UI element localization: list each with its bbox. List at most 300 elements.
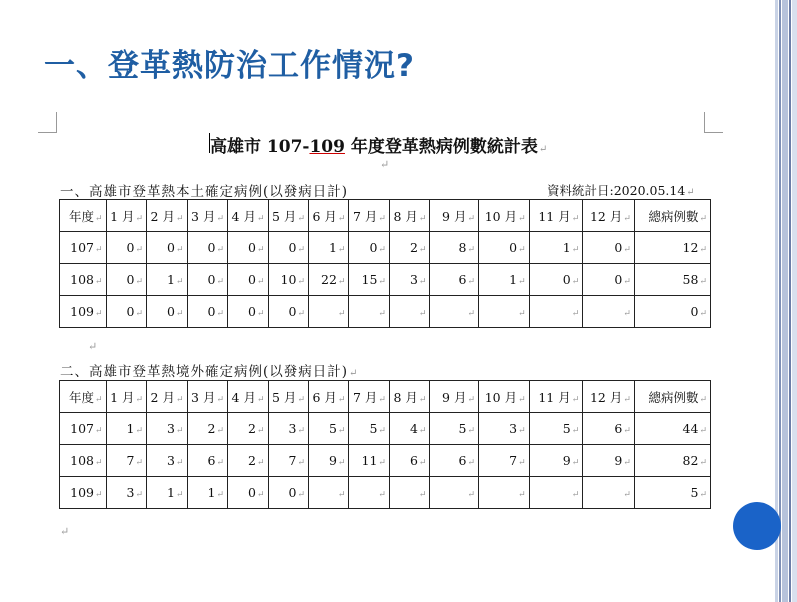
cell-end-mark: ↵ <box>699 394 707 405</box>
cell-end-mark: ↵ <box>95 458 103 468</box>
cell-end-mark: ↵ <box>256 277 265 287</box>
header-cell <box>529 200 583 232</box>
header-cell <box>106 200 146 232</box>
table-cell <box>147 232 187 264</box>
table-cell-value: 11 <box>361 453 378 468</box>
table-cell <box>268 477 308 509</box>
table-row <box>60 445 711 477</box>
table-cell <box>583 232 635 264</box>
header-cell-value: 3 月 <box>191 208 216 224</box>
paragraph-mark: ↵ <box>349 368 359 379</box>
cell-end-mark: ↵ <box>337 426 346 436</box>
cell-end-mark: ↵ <box>418 309 427 319</box>
table-cell-value: 2 <box>409 240 418 255</box>
cell-end-mark: ↵ <box>467 458 476 468</box>
table-cell-value: 0 <box>509 240 518 255</box>
cell-end-mark: ↵ <box>623 309 631 319</box>
table-cell-value: 3 <box>126 485 135 500</box>
table-cell <box>529 445 583 477</box>
table-cell-value: 0 <box>248 272 256 287</box>
header-cell <box>60 381 107 413</box>
table-cell <box>106 477 146 509</box>
cell-end-mark: ↵ <box>699 309 707 319</box>
cell-end-mark: ↵ <box>571 458 580 468</box>
paragraph-mark: ↵ <box>88 340 98 353</box>
table-cell <box>60 264 107 296</box>
table-cell <box>430 232 479 264</box>
title-part-2: 年度登革熱病例數統計表 <box>344 137 538 157</box>
header-cell-value: 3 月 <box>191 389 216 405</box>
table-cell-value: 3 <box>288 421 297 436</box>
table-cell-value: 109 <box>70 304 95 319</box>
table-cell <box>583 296 635 328</box>
table-cell-value: 0 <box>207 304 216 319</box>
table-cell <box>106 445 146 477</box>
table-cell <box>389 445 429 477</box>
table-cell <box>583 477 635 509</box>
cell-end-mark: ↵ <box>699 245 707 255</box>
table-cell <box>268 264 308 296</box>
table-cell <box>187 445 227 477</box>
header-cell <box>349 200 389 232</box>
header-cell <box>308 381 348 413</box>
imported-cases-table <box>59 380 711 509</box>
cell-end-mark: ↵ <box>337 245 346 255</box>
cell-end-mark: ↵ <box>297 394 305 405</box>
cell-end-mark: ↵ <box>623 213 631 224</box>
header-cell <box>389 200 429 232</box>
cell-end-mark: ↵ <box>418 490 427 500</box>
header-cell-value: 5 月 <box>272 389 297 405</box>
table-cell-value: 1 <box>207 485 216 500</box>
cell-end-mark: ↵ <box>216 213 225 224</box>
cell-end-mark: ↵ <box>699 458 707 468</box>
table-cell <box>634 264 710 296</box>
header-cell <box>583 200 635 232</box>
table-cell-value: 3 <box>167 453 175 468</box>
table-cell-value: 6 <box>207 453 216 468</box>
header-cell-value: 12 月 <box>589 208 623 224</box>
table-cell-value: 5 <box>690 485 699 500</box>
cell-end-mark: ↵ <box>699 490 707 500</box>
header-cell <box>479 381 530 413</box>
table-cell <box>634 445 710 477</box>
table-cell <box>349 413 389 445</box>
table-cell-value: 9 <box>328 453 337 468</box>
cell-end-mark: ↵ <box>95 426 103 436</box>
table-cell <box>389 413 429 445</box>
table-cell <box>634 296 710 328</box>
header-cell <box>268 200 308 232</box>
header-cell <box>228 200 268 232</box>
cell-end-mark: ↵ <box>337 394 346 405</box>
table-cell-value: 22 <box>321 272 337 287</box>
header-cell <box>308 200 348 232</box>
table-cell <box>147 296 187 328</box>
cell-end-mark: ↵ <box>95 490 103 500</box>
header-cell-value: 7 月 <box>352 389 378 405</box>
cell-end-mark: ↵ <box>337 309 346 319</box>
table-cell-value: 4 <box>409 421 418 436</box>
header-cell-value: 12 月 <box>589 389 623 405</box>
table-cell <box>479 232 530 264</box>
table-cell-value: 7 <box>288 453 297 468</box>
cell-end-mark: ↵ <box>135 490 144 500</box>
table-cell-value: 1 <box>328 240 337 255</box>
cell-end-mark: ↵ <box>571 309 580 319</box>
paragraph-mark: ↵ <box>60 525 70 538</box>
table-cell <box>228 477 268 509</box>
cell-end-mark: ↵ <box>571 277 580 287</box>
table-cell <box>583 264 635 296</box>
cell-end-mark: ↵ <box>699 426 707 436</box>
cell-end-mark: ↵ <box>175 490 184 500</box>
header-cell <box>430 381 479 413</box>
cell-end-mark: ↵ <box>699 213 707 224</box>
slide-title: 一、登革熱防治工作情況? <box>44 48 415 84</box>
table-cell <box>308 232 348 264</box>
table-cell-value: 9 <box>614 453 623 468</box>
header-cell-value: 年度 <box>69 389 95 405</box>
table-cell <box>479 413 530 445</box>
cell-end-mark: ↵ <box>623 245 631 255</box>
table-row <box>60 232 711 264</box>
table-cell-value: 0 <box>690 304 699 319</box>
cell-end-mark: ↵ <box>175 245 184 255</box>
header-cell <box>479 200 530 232</box>
cell-end-mark: ↵ <box>95 394 103 405</box>
cell-end-mark: ↵ <box>135 245 144 255</box>
cell-end-mark: ↵ <box>135 277 144 287</box>
cell-end-mark: ↵ <box>216 426 225 436</box>
table-cell-value: 6 <box>409 453 418 468</box>
table-cell-value: 109 <box>70 485 95 500</box>
table-row <box>60 296 711 328</box>
cell-end-mark: ↵ <box>297 277 305 287</box>
header-cell <box>389 381 429 413</box>
table-cell-value: 108 <box>70 453 95 468</box>
table-cell-value: 3 <box>409 272 418 287</box>
table-cell-value: 0 <box>288 304 297 319</box>
cell-end-mark: ↵ <box>571 426 580 436</box>
cell-end-mark: ↵ <box>175 277 184 287</box>
table-cell <box>349 477 389 509</box>
table-cell-value: 0 <box>126 304 135 319</box>
table-cell-value: 1 <box>562 240 571 255</box>
table-cell-value: 0 <box>288 485 297 500</box>
table-cell-value: 12 <box>682 240 699 255</box>
table-header-row <box>60 381 711 413</box>
table-cell <box>187 232 227 264</box>
cell-end-mark: ↵ <box>571 394 580 405</box>
header-cell-value: 11 月 <box>538 208 571 224</box>
header-cell-value: 10 月 <box>484 389 518 405</box>
cell-end-mark: ↵ <box>518 309 526 319</box>
cell-end-mark: ↵ <box>297 458 305 468</box>
table-cell <box>349 264 389 296</box>
table-cell <box>583 445 635 477</box>
cell-end-mark: ↵ <box>297 245 305 255</box>
header-cell <box>349 381 389 413</box>
header-cell-value: 4 月 <box>231 389 256 405</box>
header-cell-value: 2 月 <box>150 208 175 224</box>
table-cell <box>430 264 479 296</box>
cell-end-mark: ↵ <box>467 426 476 436</box>
header-cell-value: 2 月 <box>150 389 175 405</box>
table-cell <box>147 264 187 296</box>
cell-end-mark: ↵ <box>378 213 386 224</box>
cell-end-mark: ↵ <box>135 394 144 405</box>
cell-end-mark: ↵ <box>256 426 265 436</box>
table-cell-value: 44 <box>682 421 699 436</box>
cell-end-mark: ↵ <box>135 426 144 436</box>
table-cell-value: 0 <box>369 240 378 255</box>
cell-end-mark: ↵ <box>256 490 265 500</box>
table-cell-value: 6 <box>614 421 623 436</box>
header-cell-value: 4 月 <box>231 208 256 224</box>
table-cell-value: 15 <box>361 272 378 287</box>
table-cell <box>228 445 268 477</box>
cell-end-mark: ↵ <box>175 213 184 224</box>
cell-end-mark: ↵ <box>256 394 265 405</box>
cell-end-mark: ↵ <box>518 277 526 287</box>
table-cell-value: 1 <box>167 272 175 287</box>
cell-end-mark: ↵ <box>95 213 103 224</box>
table-cell-value: 0 <box>207 240 216 255</box>
table-cell-value: 2 <box>248 453 256 468</box>
table-cell-value: 82 <box>682 453 699 468</box>
header-cell <box>147 381 187 413</box>
cell-end-mark: ↵ <box>571 213 580 224</box>
cell-end-mark: ↵ <box>95 309 103 319</box>
cell-end-mark: ↵ <box>337 213 346 224</box>
crop-mark-right <box>704 112 723 133</box>
table-cell <box>529 477 583 509</box>
header-cell-value: 8 月 <box>393 208 418 224</box>
table-cell <box>60 413 107 445</box>
cell-end-mark: ↵ <box>378 309 386 319</box>
table-cell <box>268 445 308 477</box>
cell-end-mark: ↵ <box>337 277 346 287</box>
cell-end-mark: ↵ <box>297 213 305 224</box>
table-cell <box>430 413 479 445</box>
cell-end-mark: ↵ <box>297 490 305 500</box>
cell-end-mark: ↵ <box>135 309 144 319</box>
header-cell-value: 總病例數 <box>648 389 699 405</box>
table-cell <box>479 264 530 296</box>
section2-label <box>60 360 358 380</box>
table-cell <box>430 296 479 328</box>
table-cell <box>308 445 348 477</box>
table-cell <box>187 264 227 296</box>
table-cell-value: 2 <box>248 421 256 436</box>
table-cell <box>634 477 710 509</box>
cell-end-mark: ↵ <box>95 277 103 287</box>
table-cell-value: 0 <box>167 240 175 255</box>
cell-end-mark: ↵ <box>135 213 144 224</box>
header-cell-value: 10 月 <box>484 208 518 224</box>
table-cell <box>187 413 227 445</box>
cell-end-mark: ↵ <box>467 213 476 224</box>
table-cell-value: 3 <box>167 421 175 436</box>
cell-end-mark: ↵ <box>518 458 526 468</box>
table-cell <box>583 413 635 445</box>
header-cell-value: 6 月 <box>312 208 337 224</box>
table-cell-value: 0 <box>614 272 623 287</box>
table-cell-value: 5 <box>562 421 571 436</box>
cell-end-mark: ↵ <box>175 426 184 436</box>
cell-end-mark: ↵ <box>467 490 476 500</box>
table-cell <box>147 445 187 477</box>
table-cell <box>228 296 268 328</box>
cell-end-mark: ↵ <box>135 458 144 468</box>
table-cell-value: 108 <box>70 272 95 287</box>
table-cell <box>60 477 107 509</box>
table-cell <box>634 232 710 264</box>
header-cell-value: 5 月 <box>272 208 297 224</box>
stats-date-text: 資料統計日:2020.05.14 <box>547 183 686 198</box>
cell-end-mark: ↵ <box>175 394 184 405</box>
cell-end-mark: ↵ <box>418 458 427 468</box>
table-cell-value: 10 <box>280 272 297 287</box>
header-cell-value: 9 月 <box>442 208 467 224</box>
header-cell <box>106 381 146 413</box>
cell-end-mark: ↵ <box>571 490 580 500</box>
table-cell <box>389 296 429 328</box>
table-cell-value: 9 <box>562 453 571 468</box>
table-cell <box>529 296 583 328</box>
header-cell <box>634 200 710 232</box>
table-cell <box>268 296 308 328</box>
cell-end-mark: ↵ <box>175 309 184 319</box>
table-cell <box>268 413 308 445</box>
cell-end-mark: ↵ <box>95 245 103 255</box>
crop-mark-left <box>38 112 57 133</box>
paragraph-mark: ↵ <box>380 158 390 171</box>
table-cell <box>430 445 479 477</box>
table-cell-value: 0 <box>288 240 297 255</box>
cell-end-mark: ↵ <box>518 394 526 405</box>
table-cell-value: 6 <box>458 453 467 468</box>
table-row <box>60 413 711 445</box>
table-cell-value: 0 <box>207 272 216 287</box>
table-header-row <box>60 200 711 232</box>
title-part-underlined: 109 <box>309 137 345 157</box>
table-cell <box>479 445 530 477</box>
table-cell <box>389 264 429 296</box>
accent-circle <box>733 502 781 550</box>
cell-end-mark: ↵ <box>623 458 631 468</box>
cell-end-mark: ↵ <box>378 458 386 468</box>
table-cell-value: 2 <box>207 421 216 436</box>
cell-end-mark: ↵ <box>518 213 526 224</box>
table-cell-value: 58 <box>682 272 699 287</box>
table-row <box>60 264 711 296</box>
cell-end-mark: ↵ <box>378 245 386 255</box>
cell-end-mark: ↵ <box>378 277 386 287</box>
table-cell <box>308 264 348 296</box>
table-cell <box>147 413 187 445</box>
paragraph-mark: ↵ <box>686 187 695 198</box>
section1-label: 一、高雄市登革熱本土確定病例(以發病日計) <box>60 184 349 200</box>
header-cell <box>268 381 308 413</box>
cell-end-mark: ↵ <box>518 426 526 436</box>
cell-end-mark: ↵ <box>518 245 526 255</box>
cell-end-mark: ↵ <box>623 490 631 500</box>
cell-end-mark: ↵ <box>518 490 526 500</box>
table-cell-value: 6 <box>458 272 467 287</box>
table-cell <box>389 477 429 509</box>
table-cell <box>349 296 389 328</box>
stats-date <box>547 181 695 199</box>
header-cell <box>187 200 227 232</box>
cell-end-mark: ↵ <box>216 245 225 255</box>
table-cell-value: 0 <box>248 485 256 500</box>
table-cell <box>106 296 146 328</box>
title-part-1: 高雄市 107- <box>210 137 310 157</box>
local-cases-table <box>59 199 711 328</box>
table-cell-value: 1 <box>509 272 518 287</box>
table-cell <box>228 264 268 296</box>
cell-end-mark: ↵ <box>623 394 631 405</box>
cell-end-mark: ↵ <box>256 458 265 468</box>
cell-end-mark: ↵ <box>175 458 184 468</box>
table-cell <box>187 296 227 328</box>
cell-end-mark: ↵ <box>337 490 346 500</box>
cell-end-mark: ↵ <box>418 277 427 287</box>
header-cell-value: 1 月 <box>110 389 135 405</box>
header-cell-value: 總病例數 <box>648 208 699 224</box>
table-cell <box>349 445 389 477</box>
cell-end-mark: ↵ <box>378 394 386 405</box>
table-cell-value: 107 <box>70 421 95 436</box>
document-title <box>210 132 547 157</box>
cell-end-mark: ↵ <box>297 309 305 319</box>
table-cell <box>308 477 348 509</box>
table-cell-value: 0 <box>167 304 175 319</box>
cell-end-mark: ↵ <box>467 394 476 405</box>
paragraph-mark: ↵ <box>538 144 548 155</box>
header-cell <box>147 200 187 232</box>
table-cell <box>187 477 227 509</box>
cell-end-mark: ↵ <box>378 426 386 436</box>
cell-end-mark: ↵ <box>418 426 427 436</box>
table-cell-value: 1 <box>167 485 175 500</box>
cell-end-mark: ↵ <box>216 277 225 287</box>
cell-end-mark: ↵ <box>699 277 707 287</box>
header-cell <box>60 200 107 232</box>
table-cell <box>60 296 107 328</box>
table-cell <box>106 232 146 264</box>
table-cell <box>308 413 348 445</box>
table-cell <box>228 232 268 264</box>
cell-end-mark: ↵ <box>216 394 225 405</box>
table-cell-value: 0 <box>614 240 623 255</box>
cell-end-mark: ↵ <box>571 245 580 255</box>
cell-end-mark: ↵ <box>256 245 265 255</box>
cell-end-mark: ↵ <box>378 490 386 500</box>
table-cell-value: 8 <box>458 240 467 255</box>
header-cell-value: 1 月 <box>110 208 135 224</box>
table-cell-value: 0 <box>248 240 256 255</box>
table-cell <box>529 413 583 445</box>
cell-end-mark: ↵ <box>467 309 476 319</box>
cell-end-mark: ↵ <box>623 277 631 287</box>
header-cell <box>529 381 583 413</box>
table-cell-value: 7 <box>126 453 135 468</box>
table-cell-value: 3 <box>509 421 518 436</box>
cell-end-mark: ↵ <box>216 458 225 468</box>
